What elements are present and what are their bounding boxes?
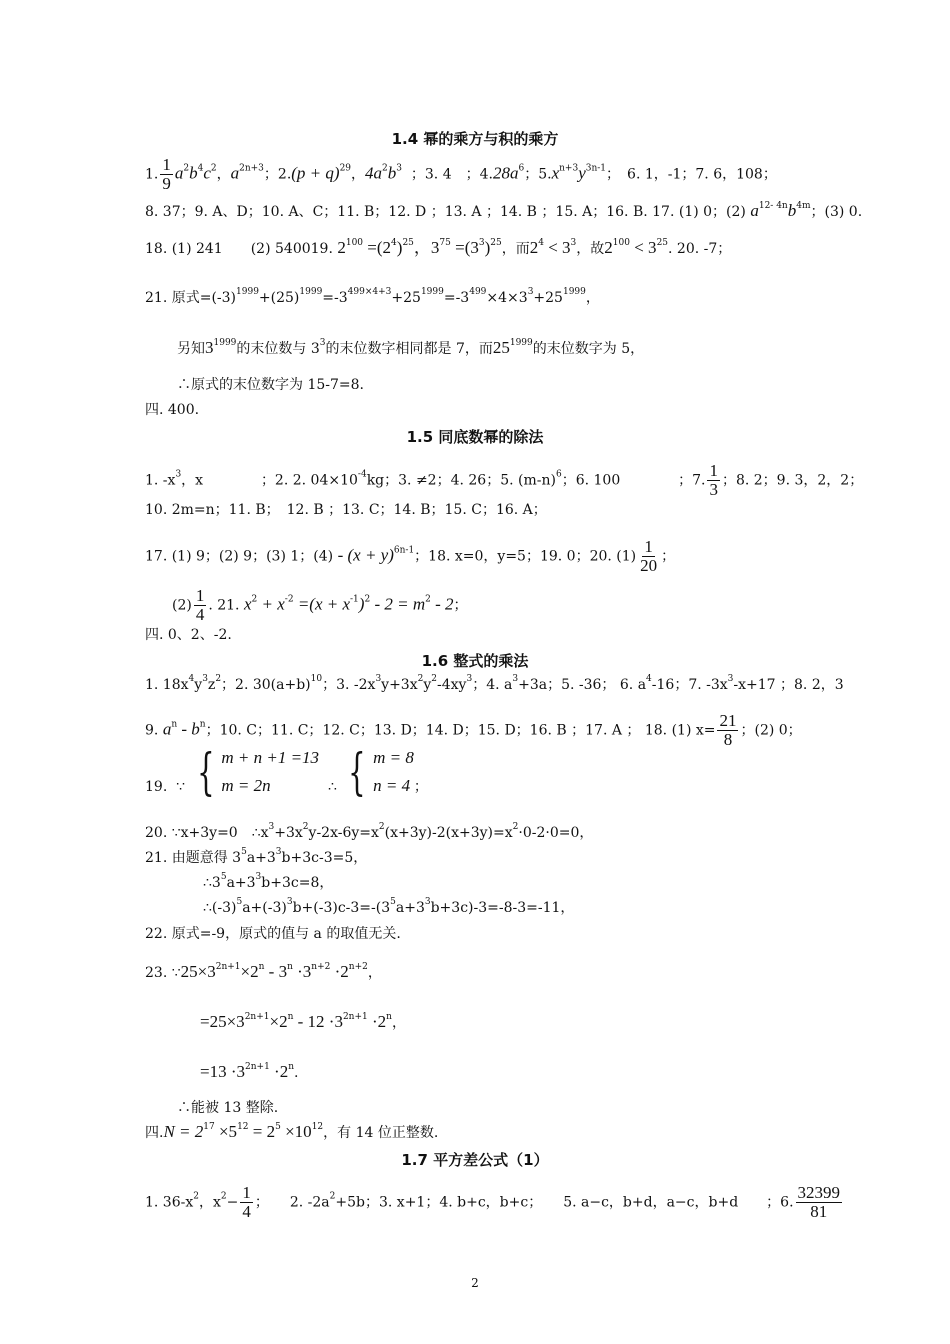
section-title-1-6: 1.6 整式的乘法 <box>421 652 529 670</box>
fraction: $\frac{32399}{81}$ <box>797 1183 841 1221</box>
equation-system: { m + n +1 =13 m = 2n <box>196 743 320 801</box>
answer-line-1-6-j: $=25\times 3^{2n+1}\times 2^n - 12 \cdot 3^{2n+1} \cdot 2^n$， <box>200 1012 406 1031</box>
answer-line-1-5-e: 四. 0、2、-2. <box>145 627 232 643</box>
answer-line-1-6-a: 1. $18x^4y^3z^2$；2. $30(a+b)^{10}$；3. $-2x^3y+3x^2y^2-4xy^3$；4. $a^3+3a$；5. -36； 6. $a^4-16$；7. $-3x^3-x+17$ ；8. 2，3 <box>145 674 844 693</box>
answer-line-1-4-c: 18. (1) 241 (2) 540019. $2^{100} =(2^4)^{25}$，$3^{75} =(3^3)^{25}$，而$2^4 < 3^3$，故$2^{100} < 3^{25}$. 20. -7； <box>145 238 732 257</box>
answer-line-1-6-c: 19. ∵ { m + n +1 =13 m = 2n ∴ { m = 8 n = 4 ； <box>145 743 428 801</box>
answer-line-1-4-f: ∴原式的末位数字为 15-7=8. <box>177 377 364 393</box>
answer-line-1-6-i: 23. $\because 25\times 3^{2n+1}\times 2^n - 3^n \cdot 3^{n+2} \cdot 2^{n+2}$， <box>145 962 382 981</box>
fraction: $\frac{1}{20}$ <box>640 537 658 575</box>
answer-line-1-6-f: $\therefore 3^5a+3^3b+3c=8$， <box>203 872 334 891</box>
answer-line-1-6-d: 20. ∵x+3y=0 $\therefore x^3+3x^2y-2x-6y=x^2(x+3y)-2(x+3y)=x^2\cdot 0-2\cdot 0=0$， <box>145 822 594 841</box>
page-number: 2 <box>471 1276 479 1290</box>
section-title-1-4: 1.4 幂的乘方与积的乘方 <box>391 130 559 148</box>
answer-line-1-5-d: (2) $\frac{1}{4}$ . 21. $x^2 + x^{-2} =(x + x^{-1})^2 - 2 = m^2 - 2$； <box>172 586 468 624</box>
answer-line-1-4-e: 另知$3^{1999}$的末位数与 $3^3$的末位数字相同都是 7，而$25^{1999}$的末位数字为 5， <box>177 338 645 357</box>
answer-line-1-5-c: 17. (1) 9；(2) 9；(3) 1；$(4) - (x + y)^{6n-1}$；18. x=0，y=5；19. 0；20. (1) $\frac{1}{20}$ ； <box>145 537 676 575</box>
section-title-1-7: 1.7 平方差公式（1） <box>401 1151 549 1169</box>
answer-line-1-4-a: 1. $\frac{1}{9}$ $a^2b^4c^2$，$a^{2n+3}$；$2.(p + q)^{29}$，$4a^2b^3$ ；3. 4 ；$4.28a^6$；$5.x^{n+3}y^{3n-1}$； 6. 1，-1；7. 6，108； <box>145 155 777 193</box>
answer-line-1-6-h: 22. 原式=-9，原式的值与 a 的取值无关. <box>145 926 401 942</box>
fraction: $\frac{1}{4}$ <box>195 586 205 624</box>
answer-line-1-5-b: 10. 2m=n；11. B； 12. B ；13. C；14. B；15. C；16. A； <box>145 502 547 518</box>
answer-line-1-6-e: 21. 由题意得 $3^5a+3^3b+3c-3=5$， <box>145 847 368 866</box>
answer-line-1-6-m: 四$.N = 2^{17} \times 5^{12} = 2^5 \times 10^{12}$，有 14 位正整数. <box>145 1122 439 1141</box>
fraction: $\frac{1}{3}$ <box>709 461 718 499</box>
fraction: $\frac{1}{4}$ <box>242 1183 251 1221</box>
section-title-1-5: 1.5 同底数幂的除法 <box>406 428 544 446</box>
answer-line-1-6-g: $\therefore(-3)^5a+(-3)^3b+(-3)c-3=-(3^5a+3^3b+3c)-3=-8-3=-11$， <box>203 897 575 916</box>
answer-line-1-5-a: 1. $-x^3$，x ；2. 2. $04\times 10^{-4}kg$；3. ≠2；4. 26；5. $(m-n)^6$；6. 100 ；7. $\frac{1}{3}$ ；8. 2；9. 3，2，2； <box>145 461 864 499</box>
equation-system: { m = 8 n = 4 <box>348 743 414 801</box>
answer-line-1-6-k: $=13 \cdot 3^{2n+1} \cdot 2^n$. <box>200 1062 299 1081</box>
answer-line-1-4-b: 8. 37；9. A、D；10. A、C；11. B；12. D ；13. A ；14. B ；15. A；16. B. 17. (1) 0；(2) $a^{12- 4n}b^{4m}$；(3) 0. <box>145 201 863 220</box>
fraction: $\frac{21}{8}$ <box>719 711 737 749</box>
fraction: $\frac{1}{9}$ <box>162 155 171 193</box>
answer-line-1-4-g: 四. 400. <box>145 402 200 418</box>
answer-line-1-6-b: 9. $a^n - b^n$；10. C；11. C；12. C；13. D；14. D；15. D；16. B ；17. A ； 18. (1) x= $\frac{21}{8}$ ；(2) 0； <box>145 711 802 749</box>
answer-line-1-4-d: 21. 原式$=(-3)^{1999}+(25)^{1999}=-3^{499\times 4+3}+25^{1999}=-3^{499}\times 4\times 3^3+25^{1999}$， <box>145 287 600 306</box>
answer-line-1-6-l: ∴能被 13 整除. <box>177 1100 279 1116</box>
answer-line-1-7-a: 1. $36-x^2$，$x^2-$ $\frac{1}{4}$ ； 2. $-2a^2+5b$；3. x+1；4. b+c，b+c； 5. a−c，b+d，a−c，b+d ；6. $\frac{32399}{81}$ <box>145 1183 841 1221</box>
